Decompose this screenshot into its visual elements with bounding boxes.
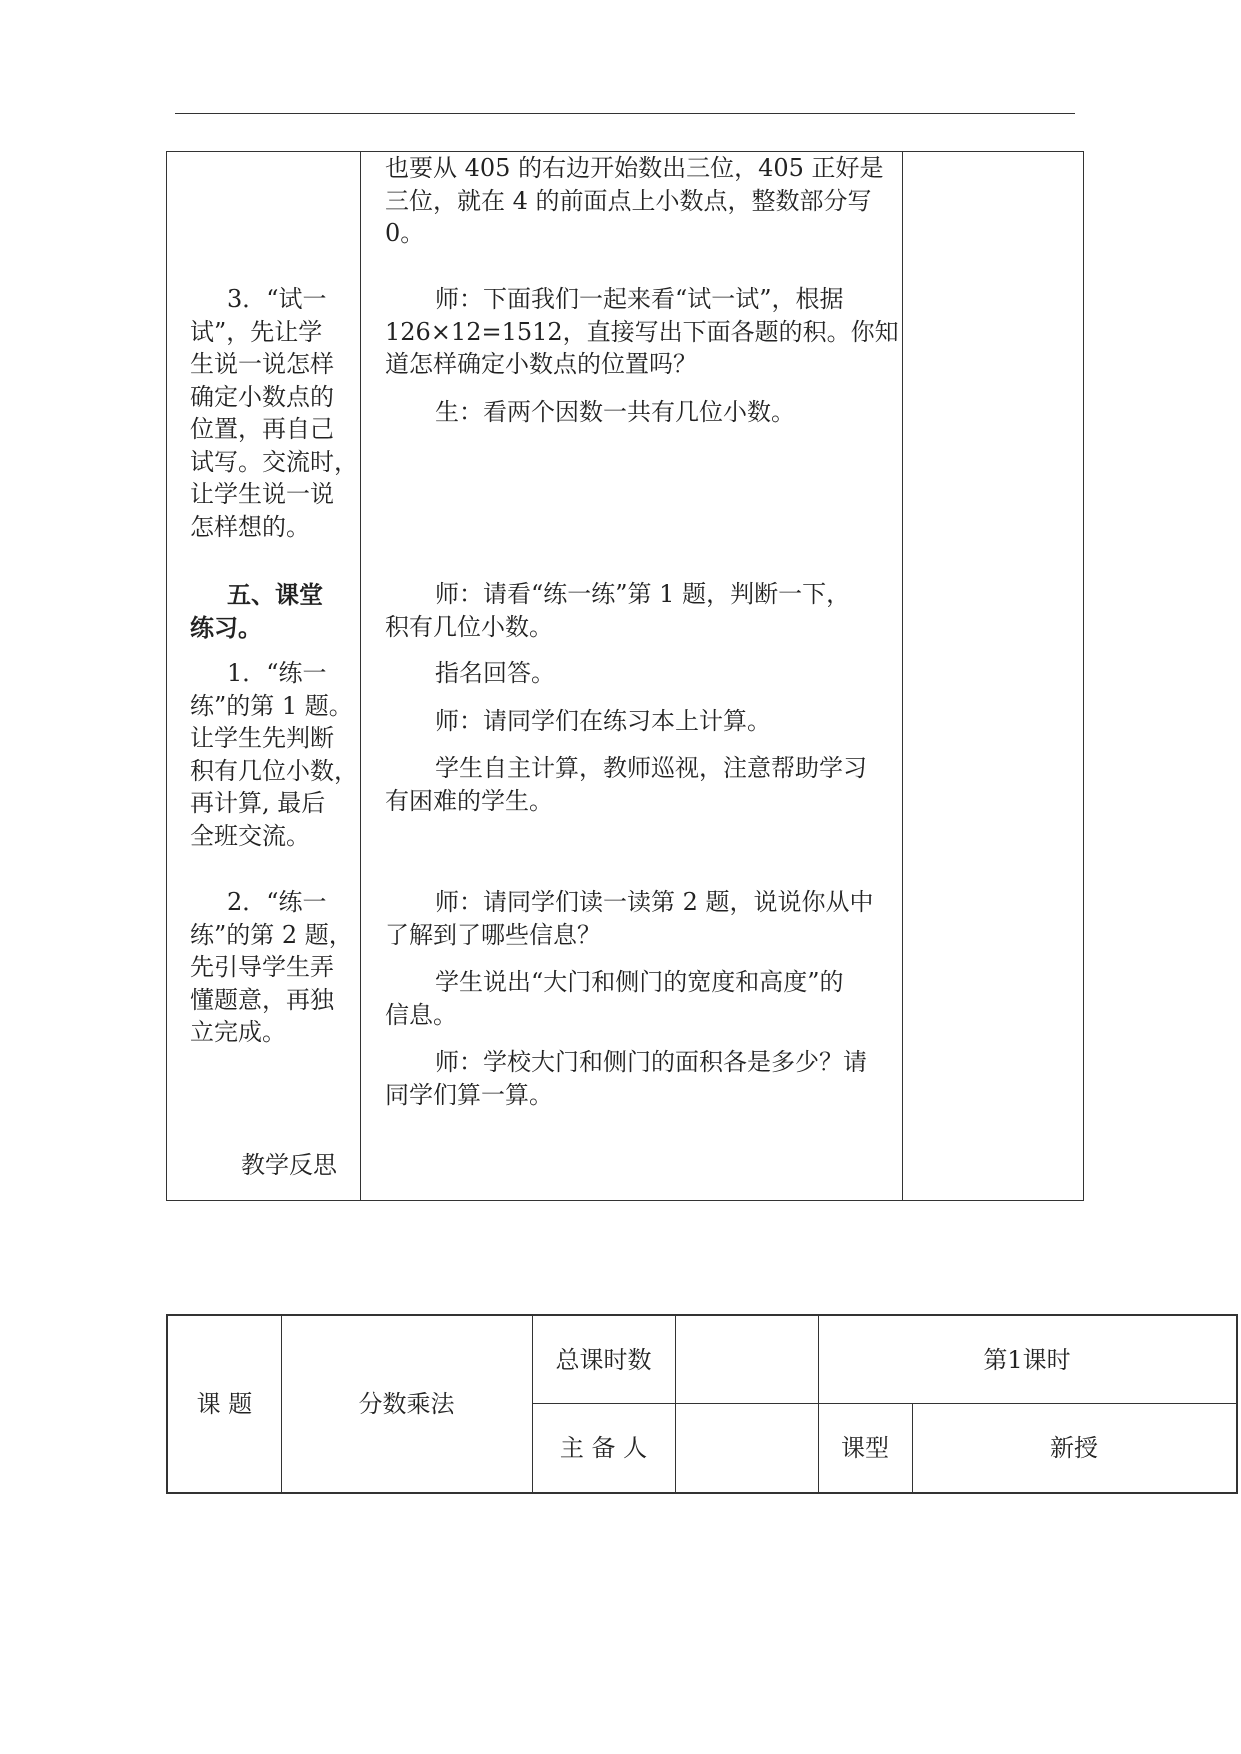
process-note-line: 试”，先让学: [190, 318, 323, 346]
process-note-line: 怎样想的。: [190, 513, 310, 541]
activity-line: 学生自主计算，教师巡视，注意帮助学习: [435, 754, 867, 782]
topic-value: 分数乘法: [358, 1390, 455, 1418]
activity-line: 0。: [385, 219, 425, 247]
lesson-info-table: [166, 1314, 1238, 1494]
activity-line: 道怎样确定小数点的位置吗？: [385, 350, 697, 378]
process-note-line: 全班交流。: [190, 822, 310, 850]
activity-line: 有困难的学生。: [385, 787, 553, 815]
activity-line: 也要从 405 的右边开始数出三位，405 正好是: [385, 154, 884, 182]
process-note-line: 练”的第 2 题，: [190, 921, 353, 949]
process-note-line: 2．“练一: [227, 888, 327, 916]
process-note-line: 再计算, 最后: [190, 789, 326, 817]
process-note-line: 练”的第 1 题。: [190, 692, 353, 720]
activity-line: 指名回答。: [435, 659, 555, 687]
column-divider: [902, 152, 903, 1200]
lesson-type-value: 新授: [1050, 1434, 1098, 1462]
activity-line: 积有几位小数。: [385, 613, 553, 641]
activity-line: 同学们算一算。: [385, 1081, 553, 1109]
section-heading: 五、课堂: [227, 580, 323, 609]
process-note-line: 3．“试一: [227, 285, 327, 313]
activity-line: 了解到了哪些信息？: [385, 921, 601, 949]
process-note-line: 位置，再自己: [190, 415, 334, 443]
process-note-line: 让学生先判断: [190, 724, 334, 752]
preparer-value: [675, 1404, 818, 1492]
process-note-line: 先引导学生弄: [190, 953, 334, 981]
section-heading: 练习。: [190, 613, 262, 642]
process-note-line: 积有几位小数，: [190, 757, 358, 785]
activity-line: 生：看两个因数一共有几位小数。: [435, 398, 795, 426]
activity-line: 信息。: [385, 1001, 457, 1029]
process-note-line: 立完成。: [190, 1018, 286, 1046]
lesson-plan-table: [166, 151, 1084, 1201]
process-note-line: 让学生说一说: [190, 480, 334, 508]
process-note-line: 1．“练一: [227, 659, 327, 687]
column-divider: [360, 152, 361, 1200]
activity-line: 师：请同学们读一读第 2 题，说说你从中: [435, 888, 874, 916]
activity-line: 三位，就在 4 的前面点上小数点，整数部分写: [385, 187, 872, 215]
activity-line: 师：请同学们在练习本上计算。: [435, 707, 771, 735]
activity-line: 师：请看“练一练”第 1 题，判断一下，: [435, 580, 851, 608]
topic-label: 课 题: [196, 1390, 253, 1418]
process-note-line: 生说一说怎样: [190, 350, 334, 378]
process-note-line: 懂题意，再独: [190, 986, 334, 1014]
activity-line: 学生说出“大门和侧门的宽度和高度”的: [435, 968, 844, 996]
activity-line: 126×12=1512，直接写出下面各题的积。你知: [385, 318, 899, 346]
teaching-reflection-label: 教学反思: [241, 1151, 337, 1179]
period-label: 第1课时: [983, 1345, 1071, 1374]
activity-line: 师：学校大门和侧门的面积各是多少？请: [435, 1048, 867, 1076]
header-rule: [175, 113, 1075, 114]
total-hours-label: 总课时数: [555, 1345, 652, 1374]
process-note-line: 试写。交流时，: [190, 448, 358, 476]
process-note-line: 确定小数点的: [190, 383, 334, 411]
total-hours-value: [675, 1316, 818, 1403]
lesson-type-label: 课型: [841, 1434, 889, 1462]
preparer-label: 主 备 人: [559, 1434, 648, 1462]
activity-line: 师：下面我们一起来看“试一试”，根据: [435, 285, 844, 313]
